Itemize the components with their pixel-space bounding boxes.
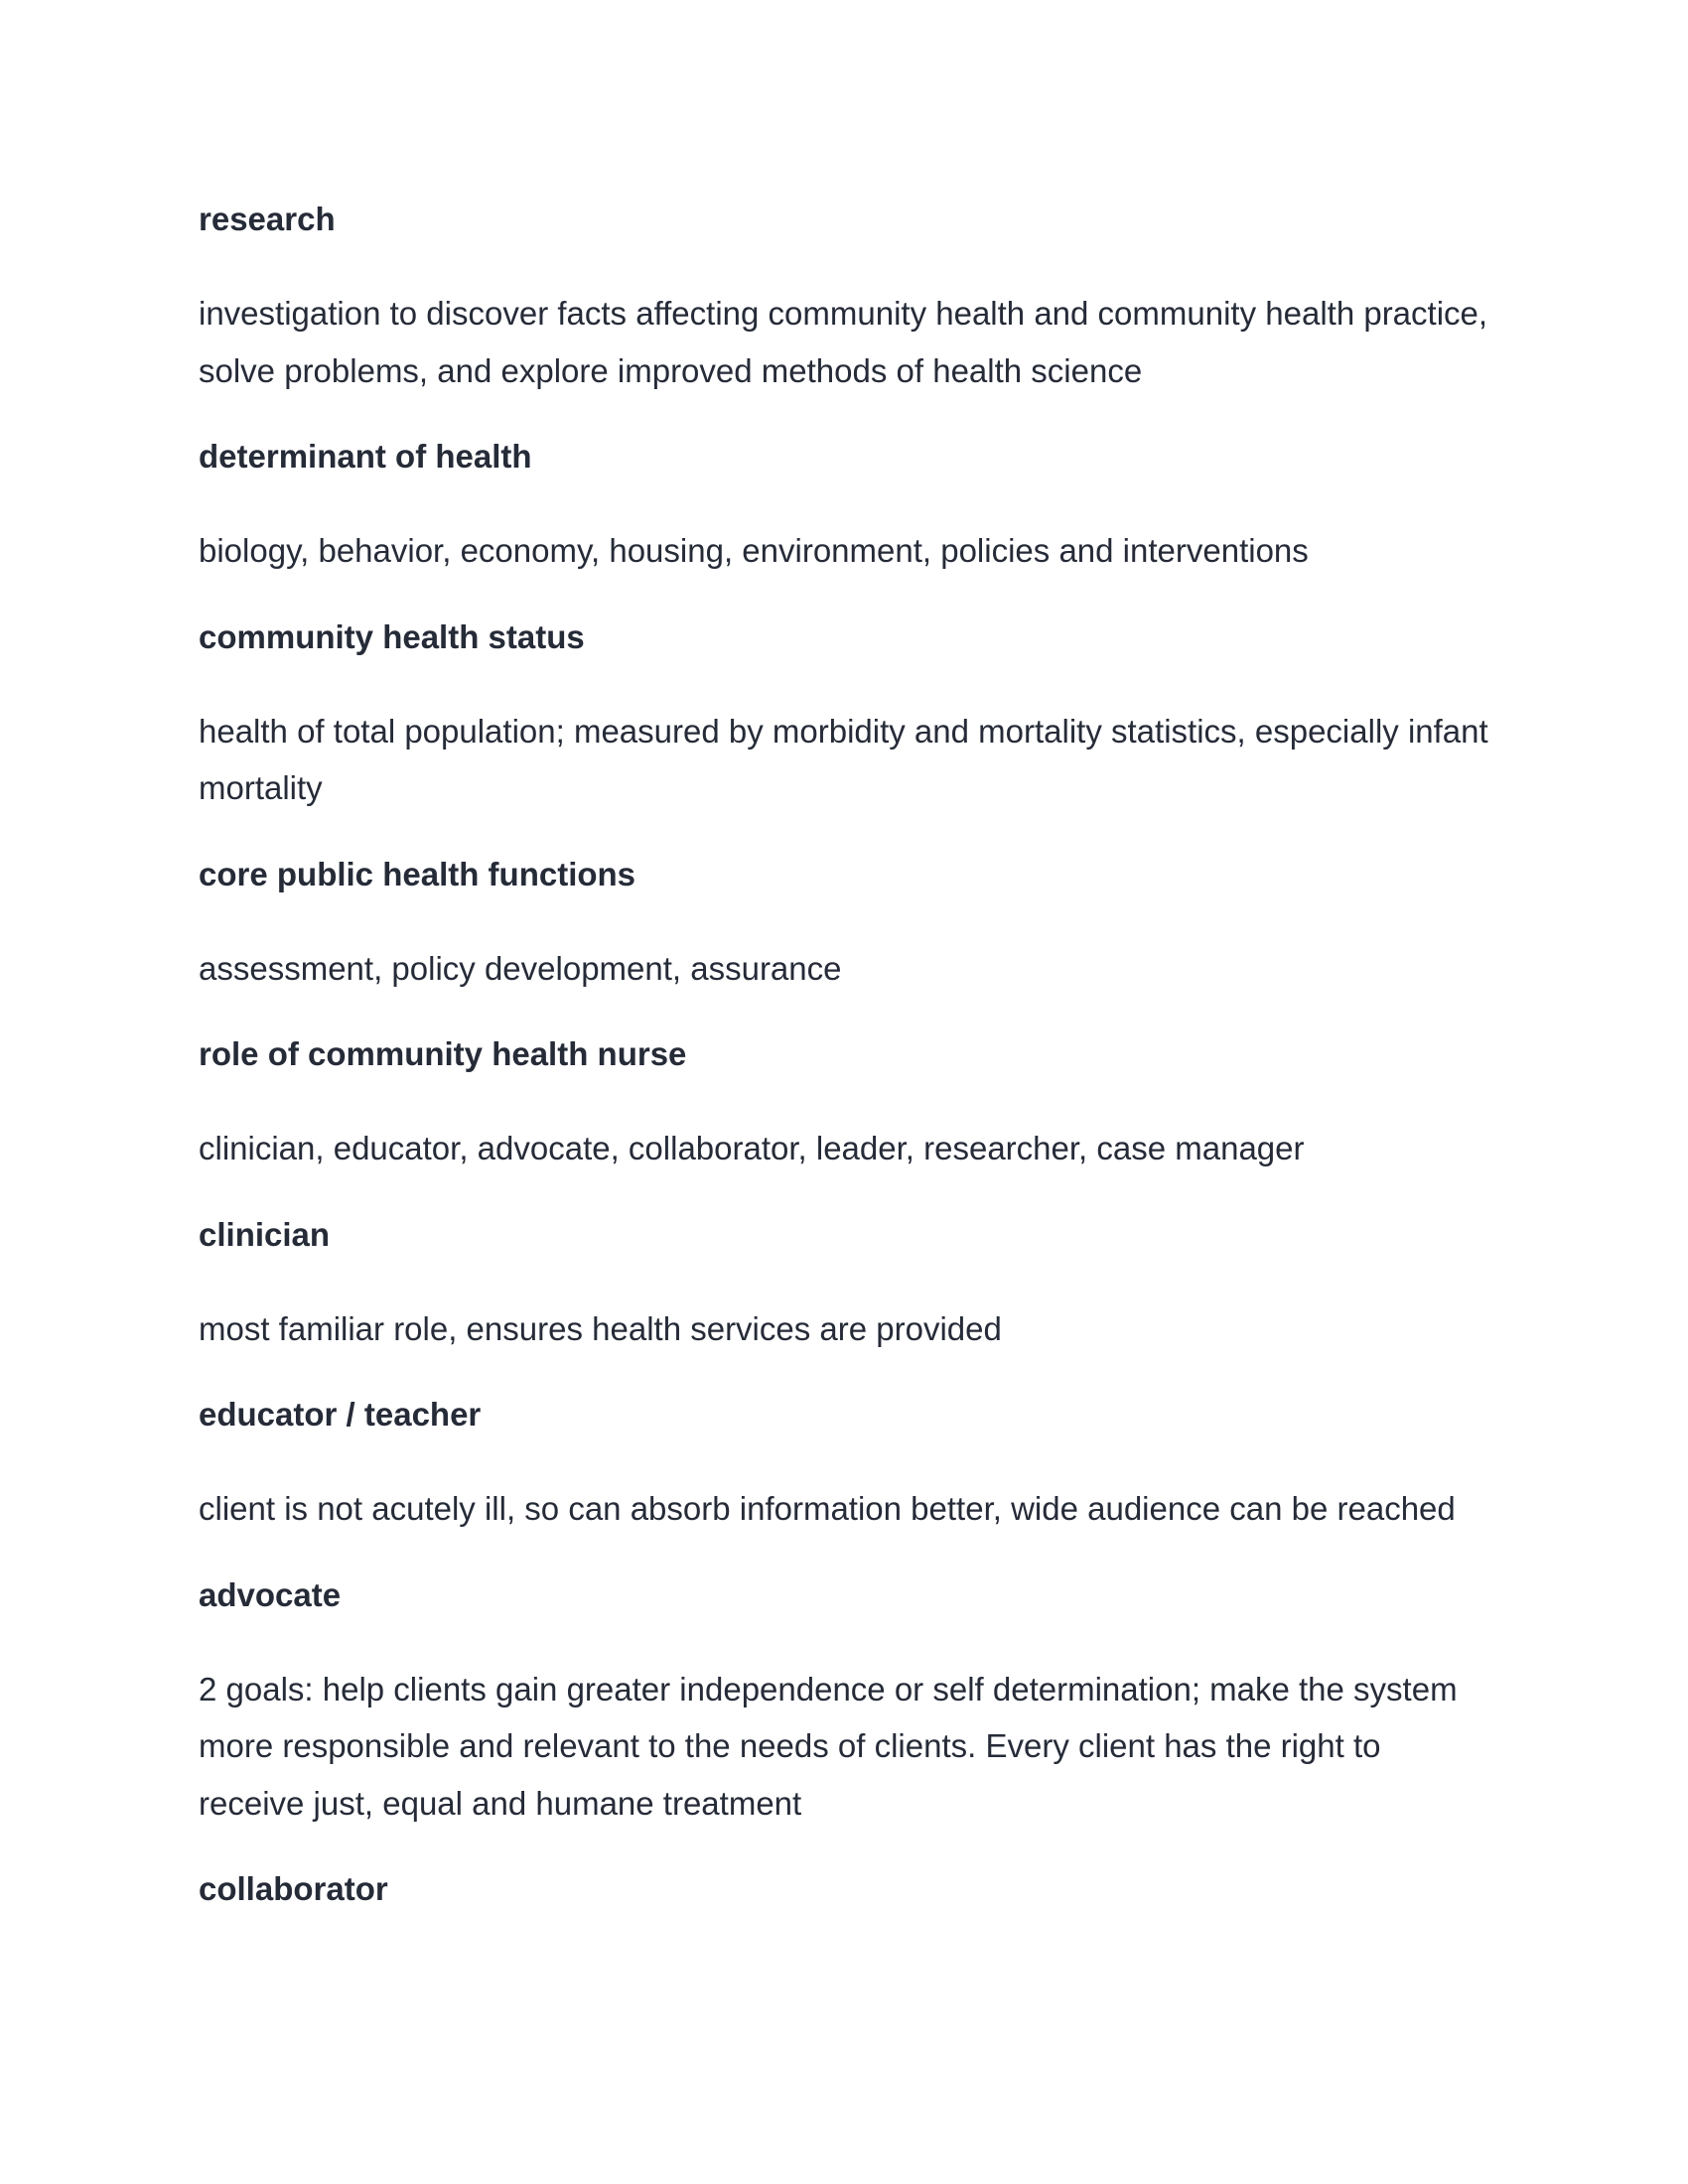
- term-heading: role of community health nurse: [199, 1035, 687, 1072]
- glossary-entry-collaborator: [199, 1864, 1489, 1914]
- glossary-entry-advocate: [199, 1570, 1489, 1833]
- term-heading: community health status: [199, 617, 585, 655]
- term-heading: determinant of health: [199, 438, 532, 475]
- term-heading: research: [199, 201, 336, 237]
- glossary-entry-educator-teacher: [199, 1390, 1489, 1538]
- term-heading: clinician: [199, 1215, 331, 1253]
- glossary-entry-role-of-community-health-nurse: [199, 1029, 1489, 1177]
- glossary-list: [199, 195, 1489, 1955]
- glossary-entry-community-health-status: [199, 613, 1489, 817]
- term-definition: investigation to discover facts affecting community health and community health practice, solve problems, and explore improved methods of health science: [199, 295, 1488, 389]
- term-definition: assessment, policy development, assurance: [199, 949, 842, 987]
- glossary-entry-determinant-of-health: [199, 432, 1489, 580]
- term-heading: educator / teacher: [199, 1396, 482, 1433]
- glossary-entry-core-public-health-functions: [199, 850, 1489, 998]
- term-definition: client is not acutely ill, so can absorb information better, wide audience can be reached: [199, 1490, 1456, 1527]
- term-definition: health of total population; measured by morbidity and mortality statistics, especially infant mortality: [199, 712, 1488, 806]
- glossary-entry-research: [199, 195, 1489, 399]
- term-heading: core public health functions: [199, 855, 636, 892]
- term-definition: biology, behavior, economy, housing, environment, policies and interventions: [199, 532, 1309, 569]
- term-heading: advocate: [199, 1575, 342, 1613]
- term-heading: collaborator: [199, 1870, 388, 1907]
- term-definition: most familiar role, ensures health services are provided: [199, 1309, 1002, 1347]
- term-definition: 2 goals: help clients gain greater independence or self determination; make the system more responsible and relevant to the needs of clients. Every client has the right to receive just, equal and humane treatment: [199, 1670, 1458, 1822]
- glossary-entry-clinician: [199, 1210, 1489, 1358]
- term-definition: clinician, educator, advocate, collaborator, leader, researcher, case manager: [199, 1130, 1305, 1166]
